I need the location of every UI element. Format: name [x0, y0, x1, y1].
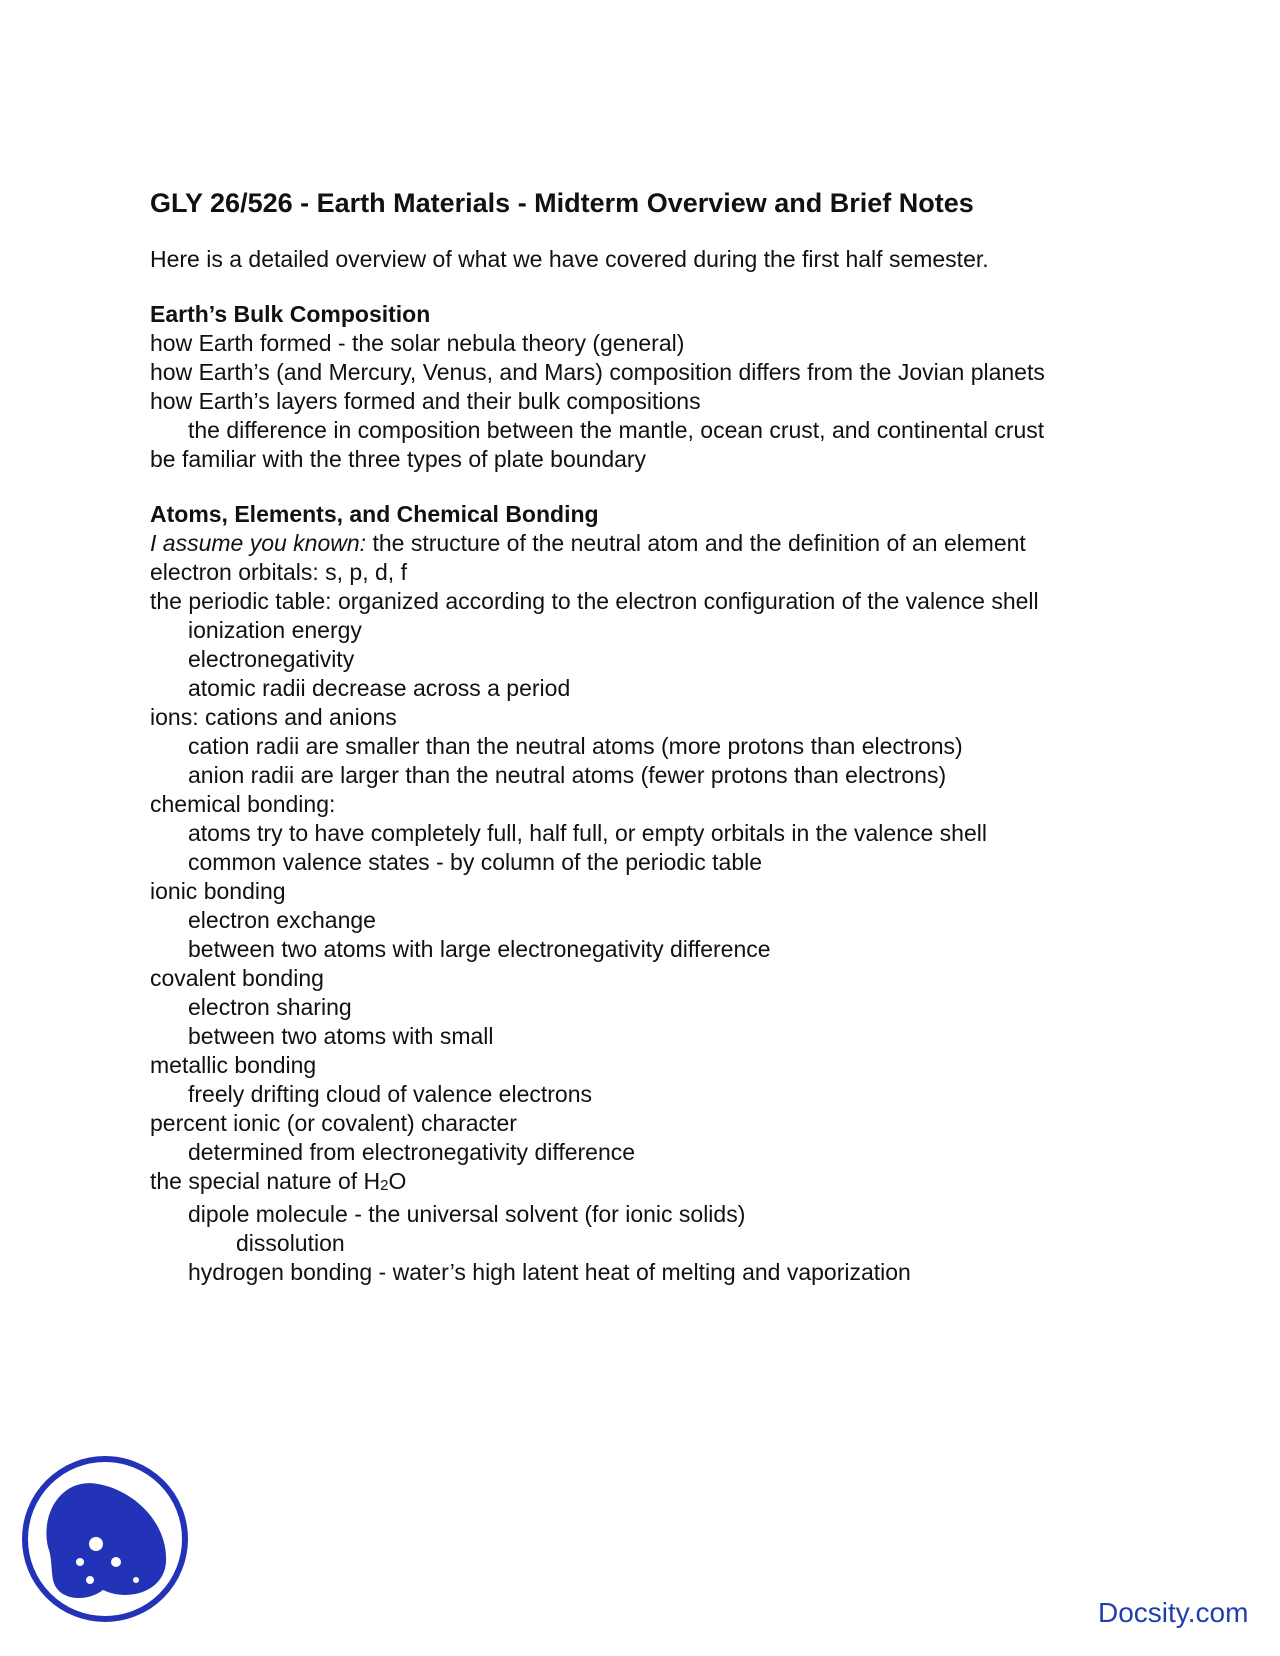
- outline-item-text: metallic bonding: [150, 1052, 317, 1078]
- docsity-logo-icon: [18, 1452, 193, 1627]
- outline-item: [150, 761, 1230, 790]
- outline-item-text: freely drifting cloud of valence electrons: [188, 1081, 592, 1107]
- section-heading: Earth’s Bulk Composition: [150, 301, 431, 327]
- outline-item-text: how Earth formed - the solar nebula theory (general): [150, 330, 685, 356]
- outline-item: [150, 329, 1230, 358]
- outline-item: [150, 1167, 1230, 1200]
- outline-item: [150, 1051, 1230, 1080]
- section: [150, 500, 1230, 1287]
- outline-item: [150, 587, 1230, 616]
- outline-item: [150, 416, 1230, 445]
- outline-item: [150, 732, 1230, 761]
- outline-item-text: how Earth’s (and Mercury, Venus, and Mars) composition differs from the Jovian planets: [150, 359, 1045, 385]
- outline-item: [150, 645, 1230, 674]
- outline-item-text: ions: cations and anions: [150, 704, 397, 730]
- outline-item: [150, 387, 1230, 416]
- docsity-brand-text: Docsity.com: [1098, 1597, 1249, 1628]
- outline-item-text: atomic radii decrease across a period: [188, 675, 571, 701]
- section: [150, 300, 1230, 474]
- outline-item: [150, 848, 1230, 877]
- outline-item: [150, 616, 1230, 645]
- intro-paragraph: Here is a detailed overview of what we have covered during the first half semester.: [150, 246, 989, 272]
- document-content: [150, 186, 1230, 1287]
- outline-item-text: ionization energy: [188, 617, 362, 643]
- outline-item-text: electron sharing: [188, 994, 352, 1020]
- outline-item: [150, 674, 1230, 703]
- outline-item-text: the periodic table: organized according to the electron configuration of the valence shell: [150, 588, 1039, 614]
- outline-item: [150, 935, 1230, 964]
- outline-item: [150, 1229, 1230, 1258]
- outline-item-text: the special nature of H: [150, 1168, 381, 1194]
- outline-item-text: electron orbitals: s, p, d, f: [150, 559, 407, 585]
- outline-item-text: anion radii are larger than the neutral atoms (fewer protons than electrons): [188, 762, 947, 788]
- outline-item: [150, 1080, 1230, 1109]
- outline-item: [150, 558, 1230, 587]
- subscript: 2: [380, 1177, 389, 1194]
- outline-item: [150, 1109, 1230, 1138]
- outline-item-text: common valence states - by column of the periodic table: [188, 849, 763, 875]
- outline-item: [150, 1258, 1230, 1287]
- sections-container: [150, 300, 1230, 1287]
- outline-item-text: determined from electronegativity difference: [188, 1139, 636, 1165]
- outline-item: [150, 964, 1230, 993]
- document-title: GLY 26/526 - Earth Materials - Midterm Overview and Brief Notes: [150, 188, 974, 218]
- outline-item-text: the difference in composition between the mantle, ocean crust, and continental crust: [188, 417, 1045, 443]
- outline-item: [150, 1200, 1230, 1229]
- outline-item-text: electron exchange: [188, 907, 376, 933]
- outline-item-suffix: O: [388, 1168, 407, 1194]
- outline-item: [150, 445, 1230, 474]
- outline-item: [150, 1022, 1230, 1051]
- outline-item: [150, 819, 1230, 848]
- outline-item-text: hydrogen bonding - water’s high latent heat of melting and vaporization: [188, 1259, 911, 1285]
- outline-item: [150, 790, 1230, 819]
- outline-item-text: between two atoms with small: [188, 1023, 494, 1049]
- outline-item-text: between two atoms with large electronegativity difference: [188, 936, 771, 962]
- outline-item: [150, 906, 1230, 935]
- outline-item-text: ionic bonding: [150, 878, 286, 904]
- outline-item: [150, 358, 1230, 387]
- outline-item-text: percent ionic (or covalent) character: [150, 1110, 517, 1136]
- outline-item-text: covalent bonding: [150, 965, 324, 991]
- outline-item-text: electronegativity: [188, 646, 355, 672]
- italic-prefix: I assume you known:: [150, 530, 367, 556]
- outline-item-text: chemical bonding:: [150, 791, 336, 817]
- outline-item-text: be familiar with the three types of plate boundary: [150, 446, 647, 472]
- outline-item-text: how Earth’s layers formed and their bulk compositions: [150, 388, 701, 414]
- outline-item: [150, 703, 1230, 732]
- section-heading: Atoms, Elements, and Chemical Bonding: [150, 501, 599, 527]
- outline-item-text: dipole molecule - the universal solvent (for ionic solids): [188, 1201, 746, 1227]
- outline-item: [150, 529, 1230, 558]
- outline-item-text: the structure of the neutral atom and the definition of an element: [366, 530, 1026, 556]
- outline-item-text: atoms try to have completely full, half full, or empty orbitals in the valence shell: [188, 820, 987, 846]
- outline-item: [150, 993, 1230, 1022]
- outline-item-text: cation radii are smaller than the neutral atoms (more protons than electrons): [188, 733, 963, 759]
- outline-item: [150, 1138, 1230, 1167]
- outline-item-text: dissolution: [236, 1230, 345, 1256]
- outline-item: [150, 877, 1230, 906]
